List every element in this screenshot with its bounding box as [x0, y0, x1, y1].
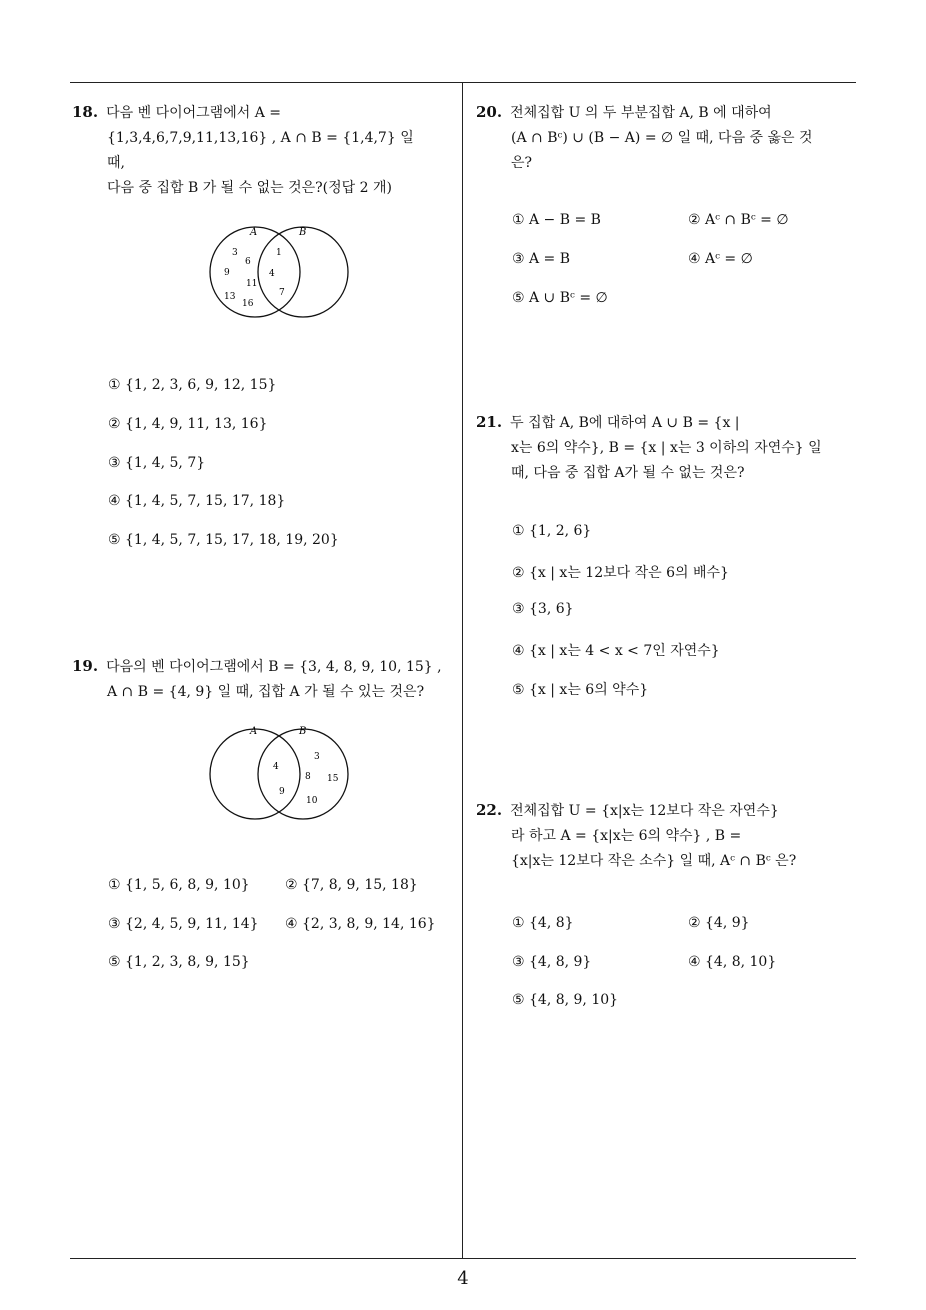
element: 11 — [246, 279, 258, 289]
venn-diagram-19 — [200, 724, 360, 826]
set-b-label: B — [299, 227, 307, 238]
q20-option-2[interactable]: ② Aᶜ ∩ Bᶜ = ∅ — [688, 212, 789, 228]
q19-option-2[interactable]: ② {7, 8, 9, 15, 18} — [285, 877, 418, 893]
q21-option-4[interactable]: ④ {x | x는 4 < x < 7인 자연수} — [512, 643, 720, 659]
element: 8 — [305, 772, 311, 782]
q19-option-4[interactable]: ④ {2, 3, 8, 9, 14, 16} — [285, 916, 436, 932]
question-18-line4: 다음 중 집합 B 가 될 수 없는 것은?(정답 2 개) — [107, 180, 392, 196]
q21-option-2[interactable]: ② {x | x는 12보다 작은 6의 배수} — [512, 565, 729, 581]
question-18-line2: {1,3,4,6,7,9,11,13,16} , A ∩ B = {1,4,7} 일 — [107, 130, 414, 146]
q18-option-3[interactable]: ③ {1, 4, 5, 7} — [108, 455, 206, 471]
q20-option-4[interactable]: ④ Aᶜ = ∅ — [688, 251, 753, 267]
question-20 — [476, 100, 860, 176]
question-19 — [72, 654, 456, 705]
q22-option-2[interactable]: ② {4, 9} — [688, 915, 750, 931]
set-a-label: A — [250, 227, 258, 238]
question-22-line2: 라 하고 A = {x|x는 6의 약수} , B = — [511, 828, 742, 844]
element: 15 — [327, 774, 339, 784]
q18-option-2[interactable]: ② {1, 4, 9, 11, 13, 16} — [108, 416, 268, 432]
question-18-line3: 때, — [107, 155, 125, 171]
element: 6 — [245, 257, 251, 267]
element: 9 — [224, 268, 230, 278]
q22-option-1[interactable]: ① {4, 8} — [512, 915, 574, 931]
column-divider — [462, 83, 463, 1259]
element: 3 — [232, 248, 238, 258]
question-number: 20. — [476, 103, 503, 121]
element: 16 — [242, 299, 254, 309]
venn-diagram-18 — [200, 222, 360, 324]
element: 10 — [306, 796, 318, 806]
question-22-line1: 22. 전체집합 U = {x|x는 12보다 작은 자연수} — [476, 801, 779, 819]
question-number: 18. — [72, 103, 99, 121]
element: 9 — [279, 787, 285, 797]
question-20-line2: (A ∩ Bᶜ) ∪ (B − A) = ∅ 일 때, 다음 중 옳은 것 — [511, 130, 813, 146]
set-a-label: A — [250, 726, 258, 737]
question-21-line3: 때, 다음 중 집합 A가 될 수 없는 것은? — [511, 465, 745, 481]
question-22 — [476, 798, 860, 874]
top-rule — [70, 82, 856, 83]
q21-option-5[interactable]: ⑤ {x | x는 6의 약수} — [512, 682, 649, 698]
q18-option-1[interactable]: ① {1, 2, 3, 6, 9, 12, 15} — [108, 377, 277, 393]
set-a-circle — [210, 729, 300, 819]
question-18-line1: 18. 다음 벤 다이어그램에서 A = — [72, 103, 281, 121]
page-number: 4 — [457, 1268, 469, 1289]
q18-option-5[interactable]: ⑤ {1, 4, 5, 7, 15, 17, 18, 19, 20} — [108, 532, 339, 548]
question-18 — [72, 100, 456, 201]
element: 4 — [269, 269, 275, 279]
q22-option-3[interactable]: ③ {4, 8, 9} — [512, 954, 592, 970]
q20-option-1[interactable]: ① A − B = B — [512, 212, 601, 228]
question-21-line1: 21. 두 집합 A, B에 대하여 A ∪ B = {x | — [476, 413, 740, 431]
q19-option-5[interactable]: ⑤ {1, 2, 3, 8, 9, 15} — [108, 954, 250, 970]
q22-option-5[interactable]: ⑤ {4, 8, 9, 10} — [512, 992, 619, 1008]
q20-option-5[interactable]: ⑤ A ∪ Bᶜ = ∅ — [512, 290, 608, 306]
question-number: 22. — [476, 801, 503, 819]
q21-option-3[interactable]: ③ {3, 6} — [512, 601, 574, 617]
q21-option-1[interactable]: ① {1, 2, 6} — [512, 523, 592, 539]
q19-option-1[interactable]: ① {1, 5, 6, 8, 9, 10} — [108, 877, 250, 893]
q22-option-4[interactable]: ④ {4, 8, 10} — [688, 954, 777, 970]
element: 3 — [314, 752, 320, 762]
element: 4 — [273, 762, 279, 772]
element: 13 — [224, 292, 236, 302]
q19-option-3[interactable]: ③ {2, 4, 5, 9, 11, 14} — [108, 916, 259, 932]
q18-option-4[interactable]: ④ {1, 4, 5, 7, 15, 17, 18} — [108, 493, 286, 509]
question-number: 21. — [476, 413, 503, 431]
question-21 — [476, 410, 860, 486]
element: 1 — [276, 248, 282, 258]
q20-option-3[interactable]: ③ A = B — [512, 251, 571, 267]
question-19-line1: 19. 다음의 벤 다이어그램에서 B = {3, 4, 8, 9, 10, 15} , — [72, 657, 442, 675]
element: 7 — [279, 288, 285, 298]
question-22-line3: {x|x는 12보다 작은 소수} 일 때, Aᶜ ∩ Bᶜ 은? — [511, 853, 797, 869]
bottom-rule — [70, 1258, 856, 1259]
question-19-line2: A ∩ B = {4, 9} 일 때, 집합 A 가 될 수 있는 것은? — [107, 684, 425, 700]
set-b-label: B — [299, 726, 307, 737]
question-20-line1: 20. 전체집합 U 의 두 부분집합 A, B 에 대하여 — [476, 103, 772, 121]
question-number: 19. — [72, 657, 99, 675]
question-20-line3: 은? — [511, 155, 533, 171]
question-21-line2: x는 6의 약수}, B = {x | x는 3 이하의 자연수} 일 — [511, 440, 822, 456]
